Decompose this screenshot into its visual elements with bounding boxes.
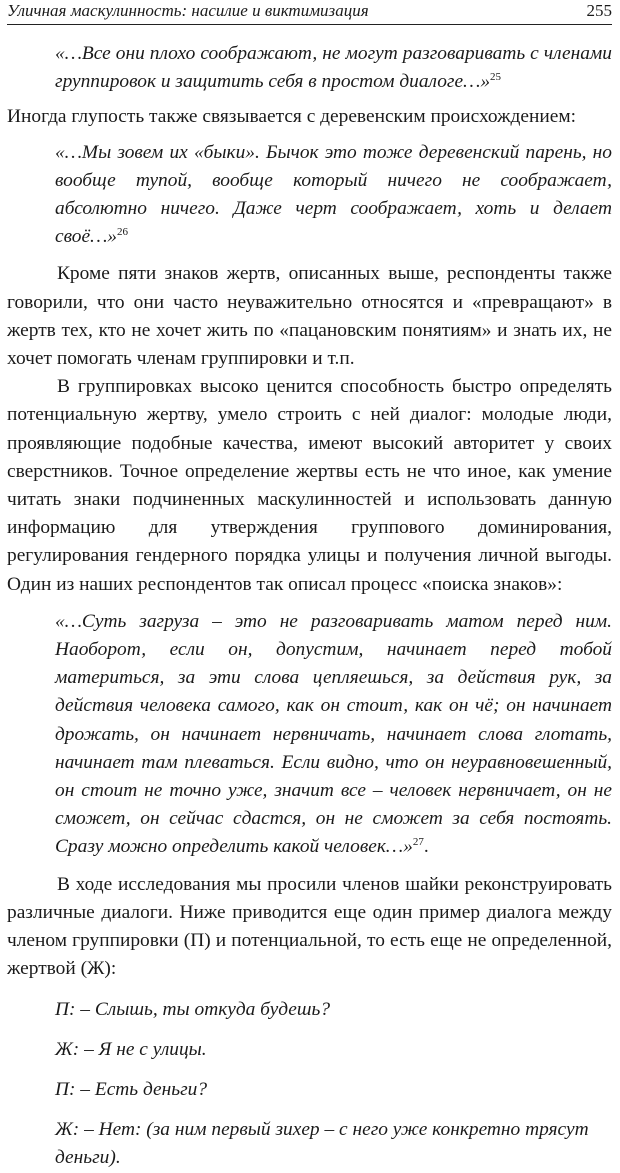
page-body bbox=[7, 40, 612, 1173]
footnote-mark: 26 bbox=[117, 226, 129, 239]
running-header bbox=[7, 0, 612, 25]
dialogue-line: П: – Есть деньги? bbox=[55, 1078, 208, 1100]
body-paragraph: В группировках высоко ценится способность быстро определять потенциальную жертву, умело строить с ней диалог: молодые люди, проявляющие подобные качества, имеют высокий авторитет у своих сверстников. Точное определение жертвы есть не что иное, как умение читать знаки подчиненных маскулинностей и использовать данную информацию для утверждения группового доминирования, регулирования гендерного порядка улицы и получения личной выгоды. Один из наших респондентов так описал процесс «поиска знаков»: bbox=[7, 376, 612, 595]
dialogue-line: Ж: – Я не с улицы. bbox=[55, 1038, 207, 1060]
page-number: 255 bbox=[586, 1, 612, 20]
dialogue-line: П: – Слышь, ты откуда будешь? bbox=[55, 998, 331, 1020]
quote-paragraph: «…Суть загруза – это не разговаривать матом перед ним. Наоборот, если он, допустим, начинает перед тобой материться, за эти слова цепляешься, за действия рук, за действия человека самого, как он стоит, как он чё; он начинает дрожать, он начинает нервничать, начинает слова глотать, начинает там плеваться. Если видно, что он неуравновешенный, он стоит не точно уже, значит все – человек нервничает, он не сможет, он сейчас сдастся, он не сможет за себя постоять. Сразу можно определить какой человек…»$^{27}$. bbox=[55, 610, 612, 858]
quote-paragraph: «…Мы зовем их «быки». Бычок это тоже деревенский парень, но вообще тупой, вообще который ничего не соображает, абсолютно ничего. Даже черт соображает, хоть и делает своё…»$^{26}$ bbox=[55, 141, 612, 248]
quote-paragraph: «…Все они плохо соображают, не могут разговаривать с членами группировок и защитить себя в простом диалоге…»$^{25}$ bbox=[55, 43, 612, 93]
body-paragraph: Иногда глупость также связывается с деревенским происхождением: bbox=[7, 106, 577, 128]
body-paragraph: Кроме пяти знаков жертв, описанных выше, респонденты также говорили, что они часто неуважительно относятся и «превращают» в жертв тех, кто не хочет жить по «пацановским понятиям» и знать их, не хочет помогать членам группировки и т.п. bbox=[7, 263, 612, 370]
footnote-mark: 27 bbox=[412, 836, 424, 849]
running-title: Уличная маскулинность: насилие и виктимизация bbox=[7, 1, 369, 20]
body-paragraph: В ходе исследования мы просили членов шайки реконструировать различные диалоги. Ниже приводится еще один пример диалога между членом группировки (П) и потенциальной, то есть еще не определенной, жертвой (Ж): bbox=[7, 873, 612, 980]
footnote-mark: 25 bbox=[490, 71, 502, 84]
dialogue-line: Ж: – Нет: (за ним первый зихер – с него уже конкретно трясут деньги). bbox=[55, 1119, 589, 1169]
